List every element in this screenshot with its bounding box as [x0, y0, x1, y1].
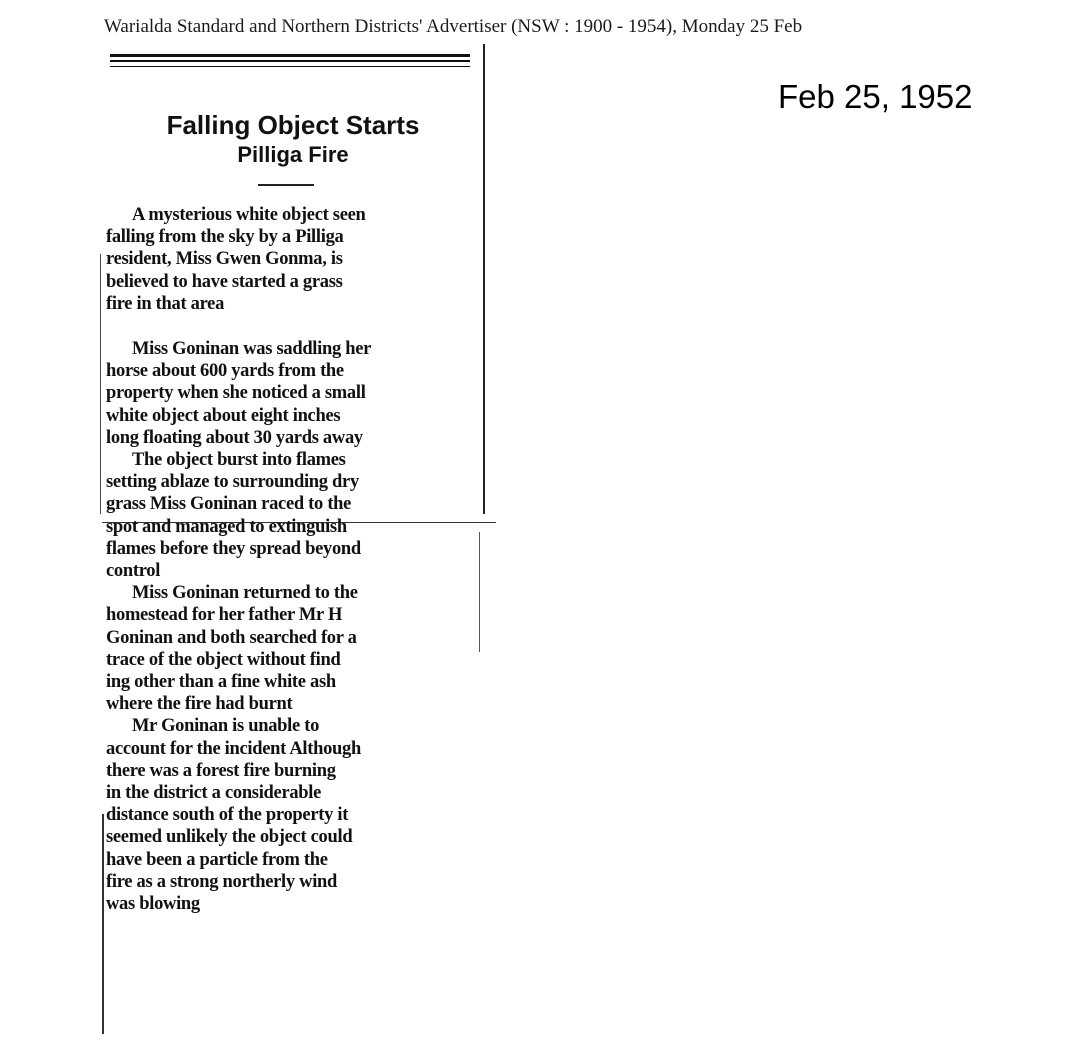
headline-rule [258, 184, 314, 186]
text-line: property when she noticed a small [106, 383, 366, 404]
text-line: fire in that area [106, 293, 225, 314]
top-rule [110, 66, 470, 67]
text-line: Mr Goninan is unable to [132, 716, 320, 737]
text-line: long floating about 30 yards away [106, 427, 363, 448]
text-line: setting ablaze to surrounding dry [106, 472, 359, 493]
text-line: control [106, 561, 161, 582]
newspaper-clipping [100, 44, 486, 1054]
top-rule [110, 54, 470, 57]
lead-paragraph [106, 204, 478, 315]
headline-line-2: Pilliga Fire [237, 142, 349, 167]
text-line: there was a forest fire burning [106, 760, 336, 781]
text-line: horse about 600 yards from the [106, 361, 344, 382]
text-line: where the fire had burnt [106, 694, 293, 715]
column-border [479, 532, 480, 652]
text-line: account for the incident Although [106, 738, 361, 759]
text-line: was blowing [106, 894, 200, 915]
text-line: falling from the sky by a Pilliga [106, 227, 344, 248]
column-border [100, 254, 101, 514]
text-line: Miss Goninan was saddling her [132, 339, 372, 359]
text-line: Miss Goninan returned to the [132, 583, 358, 604]
top-rule [110, 60, 470, 62]
text-line: have been a particle from the [106, 849, 328, 870]
text-line: seemed unlikely the object could [106, 827, 353, 848]
text-line: distance south of the property it [106, 805, 349, 826]
text-line: flames before they spread beyond [106, 538, 361, 559]
headline [100, 110, 486, 170]
date-annotation: Feb 25, 1952 [778, 78, 973, 115]
text-line: homestead for her father Mr H [106, 605, 343, 626]
text-line: ing other than a fine white ash [106, 672, 336, 693]
text-line: The object burst into flames [132, 450, 346, 471]
article-body [106, 338, 478, 915]
text-line: fire as a strong northerly wind [106, 871, 338, 892]
column-border [102, 814, 104, 1034]
text-line: in the district a considerable [106, 783, 322, 804]
text-line: spot and managed to extinguish [106, 516, 347, 537]
text-line: trace of the object without find [106, 649, 341, 670]
text-line: A mysterious white object seen [132, 205, 366, 225]
text-line: white object about eight inches [106, 405, 341, 426]
headline-line-1: Falling Object Starts [166, 110, 420, 140]
text-line: Goninan and both searched for a [106, 627, 357, 648]
text-line: believed to have started a grass [106, 271, 343, 292]
text-line: resident, Miss Gwen Gonma, is [106, 249, 343, 270]
source-citation: Warialda Standard and Northern Districts' Advertiser (NSW : 1900 - 1954), Monday 25 Feb [104, 16, 803, 37]
text-line: grass Miss Goninan raced to the [106, 494, 352, 515]
